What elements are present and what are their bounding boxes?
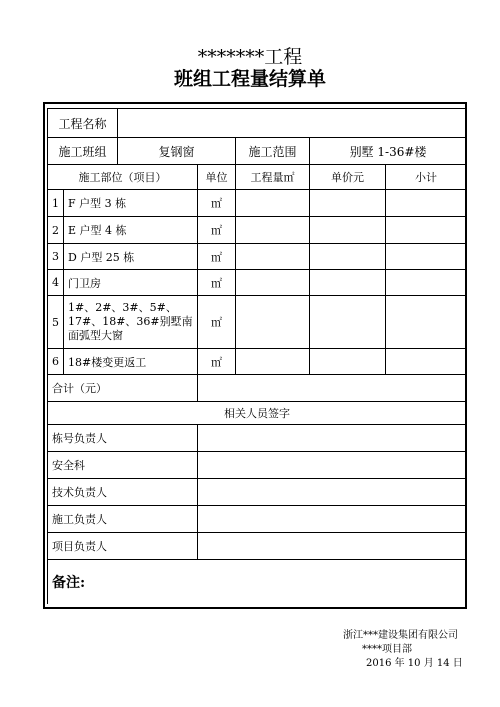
row-item: 1#、2#、3#、5#、17#、18#、36#别墅南面弧型大窗	[64, 296, 198, 349]
col-header-unit: 单位	[198, 165, 236, 190]
row-number: 1	[48, 190, 64, 217]
team-value: 复钢窗	[118, 138, 236, 165]
table-row	[48, 296, 467, 349]
row-item: 18#楼变更返工	[64, 349, 198, 375]
row-subtotal	[386, 270, 467, 296]
row-number: 3	[48, 244, 64, 270]
table-row	[48, 217, 467, 244]
row-item: F 户型 3 栋	[64, 190, 198, 217]
row-qty	[236, 296, 310, 349]
document-subtitle: 班组工程量结算单	[173, 68, 326, 90]
total-label: 合计（元）	[48, 375, 198, 402]
signature-project-lead-label: 项目负责人	[48, 533, 198, 560]
row-price	[310, 244, 386, 270]
table-row	[48, 190, 467, 217]
signature-building-lead-label: 栋号负责人	[48, 425, 198, 452]
row-qty	[236, 190, 310, 217]
row-price	[310, 190, 386, 217]
row-qty	[236, 270, 310, 296]
row-subtotal	[386, 244, 467, 270]
row-subtotal	[386, 217, 467, 244]
row-unit: ㎡	[198, 217, 236, 244]
row-subtotal	[386, 190, 467, 217]
row-price	[310, 217, 386, 244]
row-number: 2	[48, 217, 64, 244]
signature-tech-lead-label: 技术负责人	[48, 479, 198, 506]
col-header-price: 单价元	[310, 165, 386, 190]
row-item: 门卫房	[64, 270, 198, 296]
row-price	[310, 270, 386, 296]
row-unit: ㎡	[198, 244, 236, 270]
row-number: 5	[48, 296, 64, 349]
signature-construction-lead-field	[198, 506, 467, 533]
row-price	[310, 296, 386, 349]
scope-label: 施工范围	[236, 138, 310, 165]
signature-heading: 相关人员签字	[48, 402, 467, 425]
col-header-part: 施工部位（项目）	[48, 165, 198, 190]
signature-row	[48, 479, 467, 506]
remark-row	[48, 560, 467, 604]
row-unit: ㎡	[198, 296, 236, 349]
signature-heading-row	[48, 402, 467, 425]
signature-construction-lead-label: 施工负责人	[48, 506, 198, 533]
team-label: 施工班组	[48, 138, 118, 165]
row-price	[310, 349, 386, 375]
col-header-qty: 工程量㎡	[236, 165, 310, 190]
remark-label: 备注:	[52, 574, 86, 591]
signature-row	[48, 533, 467, 560]
project-name-row	[48, 109, 467, 138]
row-item: E 户型 4 栋	[64, 217, 198, 244]
row-qty	[236, 217, 310, 244]
footer-date: 2016 年 10 月 14 日	[366, 658, 463, 669]
footer-department: ****项目部	[362, 644, 412, 655]
signature-row	[48, 452, 467, 479]
table-row	[48, 270, 467, 296]
project-name-label: 工程名称	[48, 109, 118, 138]
document-title: *******工程	[197, 46, 303, 68]
row-number: 4	[48, 270, 64, 296]
settlement-table	[47, 108, 467, 604]
team-row	[48, 138, 467, 165]
row-subtotal	[386, 349, 467, 375]
row-qty	[236, 349, 310, 375]
col-header-subtotal: 小计	[386, 165, 467, 190]
column-header-row	[48, 165, 467, 190]
footer-company: 浙江***建设集团有限公司	[343, 630, 458, 641]
signature-project-lead-field	[198, 533, 467, 560]
project-name-value	[118, 109, 467, 138]
signature-row	[48, 425, 467, 452]
total-row	[48, 375, 467, 402]
scope-value: 别墅 1-36#楼	[310, 138, 467, 165]
signature-tech-lead-field	[198, 479, 467, 506]
total-value	[198, 375, 467, 402]
row-qty	[236, 244, 310, 270]
row-unit: ㎡	[198, 270, 236, 296]
row-unit: ㎡	[198, 190, 236, 217]
row-item: D 户型 25 栋	[64, 244, 198, 270]
row-unit: ㎡	[198, 349, 236, 375]
signature-building-lead-field	[198, 425, 467, 452]
row-subtotal	[386, 296, 467, 349]
table-row	[48, 349, 467, 375]
signature-row	[48, 506, 467, 533]
row-number: 6	[48, 349, 64, 375]
table-row	[48, 244, 467, 270]
signature-safety-label: 安全科	[48, 452, 198, 479]
remark-cell	[48, 560, 467, 604]
signature-safety-field	[198, 452, 467, 479]
